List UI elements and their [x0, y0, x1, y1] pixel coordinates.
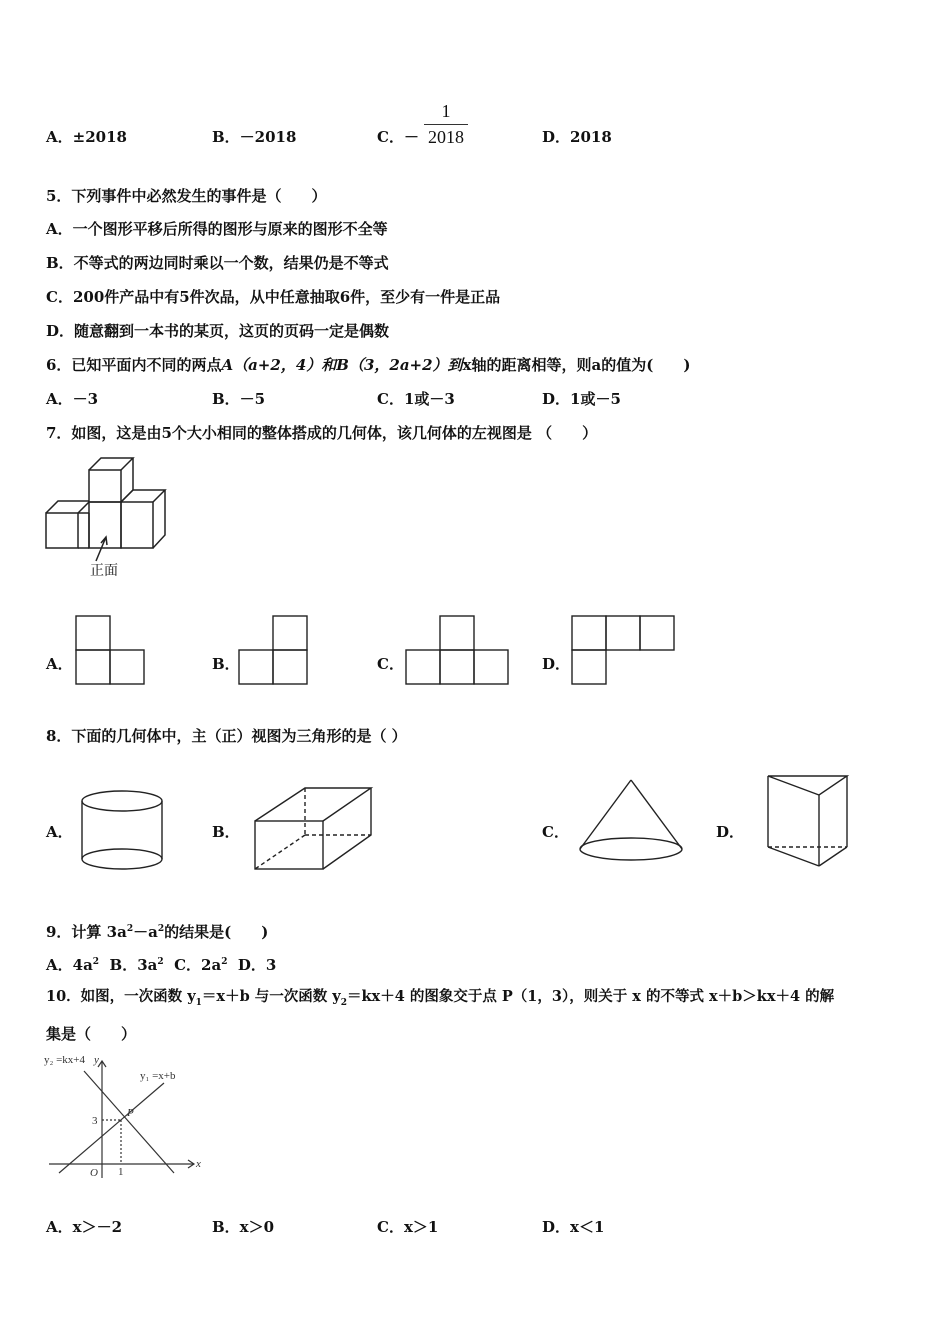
- q8-stem: 8．下面的几何体中，主（正）视图为三角形的是（ ）: [46, 727, 407, 745]
- q5-stem: 5．下列事件中必然发生的事件是（ ）: [46, 187, 327, 205]
- q8-cylinder-figure[interactable]: [80, 789, 166, 869]
- q9-exponent: 2: [126, 924, 134, 934]
- q7-option-a-label[interactable]: A．: [46, 655, 73, 673]
- q6-point-a: A（a+2，4）和: [221, 356, 337, 374]
- q7-option-d-figure[interactable]: [571, 615, 677, 687]
- q9-option-b-text: B．3a: [109, 956, 158, 974]
- q9-stem: [46, 919, 268, 942]
- q10-function-graph: [44, 1053, 209, 1183]
- q4-option-b[interactable]: B．－2018: [212, 128, 297, 146]
- q8-cuboid-figure[interactable]: [253, 785, 375, 873]
- q7-option-b-label[interactable]: B．: [212, 655, 240, 673]
- q7-option-a-figure[interactable]: [75, 615, 147, 687]
- q10-stem-part: ＝x＋b 与一次函数 y: [201, 988, 341, 1005]
- q10-stem-line1: [46, 987, 834, 1013]
- q7-option-c-label[interactable]: C．: [377, 655, 404, 673]
- q9-option-a-text: A．4a: [46, 956, 93, 974]
- q6-option-b[interactable]: B．－5: [212, 390, 266, 408]
- q10-stem-part: 10．如图，一次函数 y: [46, 988, 196, 1005]
- q6-point-b: B（3，2a+2）到: [336, 356, 463, 374]
- q9-option-b[interactable]: [110, 956, 164, 974]
- q6-stem-part: x轴的距离相等，则: [462, 356, 592, 374]
- q6-option-d[interactable]: D．1或－5: [542, 390, 621, 408]
- front-face-label: 正面: [90, 563, 118, 579]
- q4-option-c-prefix: C．－: [377, 128, 419, 146]
- graph-label-p: P: [127, 1107, 134, 1119]
- q10-option-b[interactable]: B．x＞0: [212, 1218, 275, 1236]
- q7-option-b-figure[interactable]: [238, 615, 310, 687]
- graph-label-y-axis: y: [94, 1054, 99, 1066]
- q6-stem-part: 6．已知平面内不同的两点: [46, 356, 222, 374]
- graph-label-y1: y₁ =x+b: [140, 1070, 176, 1082]
- q8-option-d-label[interactable]: D．: [716, 823, 745, 841]
- q7-option-d-label[interactable]: D．: [542, 655, 571, 673]
- q10-option-c[interactable]: C．x＞1: [377, 1218, 439, 1236]
- q7-option-c-figure[interactable]: [405, 615, 511, 687]
- q9-stem-part: 的结果是( ): [164, 923, 269, 941]
- q9-stem-part: 9．计算 3a: [46, 923, 127, 941]
- q5-option-b[interactable]: B．不等式的两边同时乘以一个数，结果仍是不等式: [46, 254, 389, 272]
- q10-subscript: 1: [195, 997, 202, 1008]
- q9-exponent: 2: [157, 957, 164, 967]
- fraction-bar: [424, 124, 468, 125]
- q4-option-d[interactable]: D．2018: [542, 128, 612, 146]
- q10-option-a[interactable]: A．x＞－2: [46, 1218, 123, 1236]
- q8-cone-figure[interactable]: [577, 777, 685, 863]
- q5-option-d[interactable]: D．随意翻到一本书的某页，这页的页码一定是偶数: [46, 322, 390, 340]
- q10-option-d[interactable]: D．x＜1: [542, 1218, 605, 1236]
- graph-label-x-axis: x: [196, 1158, 201, 1170]
- q8-option-c-label[interactable]: C．: [542, 823, 569, 841]
- q9-option-d[interactable]: D．3: [237, 956, 277, 974]
- q5-option-a[interactable]: A．一个图形平移后所得的图形与原来的图形不全等: [46, 220, 388, 238]
- q4-option-c[interactable]: [377, 127, 419, 147]
- q6-option-a[interactable]: A．－3: [46, 390, 99, 408]
- q9-options: [46, 952, 276, 975]
- q8-option-a-label[interactable]: A．: [46, 823, 73, 841]
- q9-exponent: 2: [92, 957, 100, 967]
- q9-option-a[interactable]: [46, 956, 99, 974]
- q10-subscript: 2: [340, 997, 347, 1008]
- q7-stem: 7．如图，这是由5个大小相同的整体搭成的几何体，该几何体的左视图是 （ ）: [46, 424, 598, 442]
- graph-label-origin: O: [90, 1167, 98, 1179]
- q9-stem-part: －a: [133, 923, 158, 941]
- q4-option-c-fraction: [424, 101, 468, 148]
- graph-label-1: 1: [118, 1166, 124, 1178]
- q5-option-c[interactable]: C．200件产品中有5件次品，从中任意抽取6件，至少有一件是正品: [46, 288, 501, 306]
- q6-option-c[interactable]: C．1或－3: [377, 390, 455, 408]
- q9-exponent: 2: [157, 924, 165, 934]
- q9-option-c[interactable]: [174, 956, 227, 974]
- graph-label-3: 3: [92, 1115, 98, 1127]
- q8-prism-figure[interactable]: [765, 773, 851, 869]
- q6-stem: [46, 355, 690, 375]
- fraction-numerator: 1: [441, 101, 451, 121]
- q10-stem-part: ＝kx＋4 的图象交于点 P（1，3），则关于 x 的不等式 x＋b＞kx＋4 的解: [347, 988, 835, 1005]
- q9-option-c-text: C．2a: [174, 956, 222, 974]
- fraction-denominator: 2018: [428, 127, 464, 147]
- graph-label-y2: y₂ =kx+4: [44, 1054, 85, 1066]
- q8-option-b-label[interactable]: B．: [212, 823, 240, 841]
- q9-exponent: 2: [221, 957, 228, 967]
- q6-stem-part: a的值为( ): [591, 356, 691, 374]
- q10-stem-line2: 集是（ ）: [46, 1025, 137, 1043]
- q4-option-a[interactable]: A．±2018: [46, 128, 127, 146]
